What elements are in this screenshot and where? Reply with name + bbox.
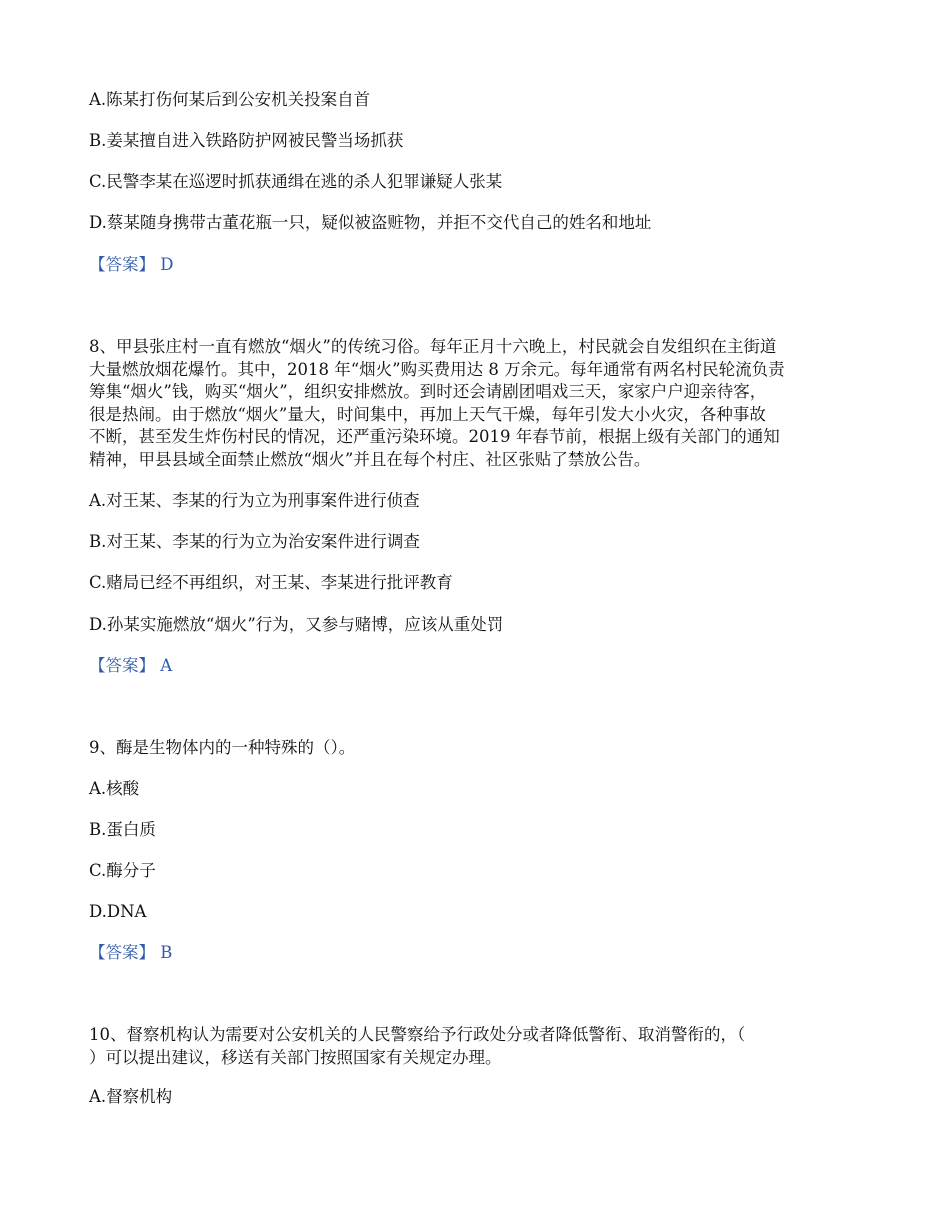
option-c: C.民警李某在巡逻时抓获通缉在逃的杀人犯罪谦疑人张某	[89, 172, 503, 191]
option-a: A.督察机构	[89, 1087, 173, 1106]
option-a: A.对王某、李某的行为立为刑事案件进行侦查	[89, 491, 420, 510]
stem-line: 8、甲县张庄村一直有燃放“烟火”的传统习俗。每年正月十六晚上，村民就会自发组织在主街道	[89, 337, 777, 356]
answer-label: 【答案】 B	[89, 943, 173, 962]
question-stem	[89, 1024, 869, 1069]
answer-label: 【答案】 D	[89, 255, 174, 274]
stem-line: 精神，甲县县域全面禁止燃放“烟火”并且在每个村庄、社区张贴了禁放公告。	[89, 449, 651, 469]
option-d: D.孙某实施燃放“烟火”行为，又参与赌博，应该从重处罚	[89, 615, 504, 634]
stem-line: 大量燃放烟花爆竹。其中，2018 年“烟火”购买费用达 8 万余元。每年通常有两名村民轮流负责	[89, 359, 785, 379]
stem-line: ）可以提出建议，移送有关部门按照国家有关规定办理。	[89, 1047, 502, 1067]
question-stem	[89, 336, 869, 472]
answer-label: 【答案】 A	[89, 656, 173, 675]
option-b: B.对王某、李某的行为立为治安案件进行调查	[89, 532, 420, 551]
stem-line: 很是热闹。由于燃放“烟火”量大，时间集中，再加上天气干燥，每年引发大小火灾，各种事故	[89, 404, 766, 424]
option-a: A.陈某打伤何某后到公安机关投案自首	[89, 90, 371, 109]
stem-line: 不断，甚至发生炸伤村民的情况，还严重污染环境。2019 年春节前，根据上级有关部门的通知	[89, 427, 780, 447]
option-c: C.赌局已经不再组织，对王某、李某进行批评教育	[89, 573, 453, 592]
option-d: D.蔡某随身携带古董花瓶一只，疑似被盗赃物，并拒不交代自己的姓名和地址	[89, 213, 652, 232]
option-c: C.酶分子	[89, 861, 156, 880]
option-a: A.核酸	[89, 779, 140, 798]
question-stem: 9、酶是生物体内的一种特殊的（）。	[89, 738, 356, 757]
stem-line: 10、督察机构认为需要对公安机关的人民警察给予行政处分或者降低警衔、取消警衔的，（	[89, 1025, 746, 1044]
stem-line: 筹集“烟火”钱，购买“烟火”，组织安排燃放。到时还会请剧团唱戏三天，家家户户迎亲待客，	[89, 382, 767, 402]
option-d: D.DNA	[89, 902, 147, 921]
option-b: B.蛋白质	[89, 820, 156, 839]
option-b: B.姜某擅自进入铁路防护网被民警当场抓获	[89, 131, 404, 150]
